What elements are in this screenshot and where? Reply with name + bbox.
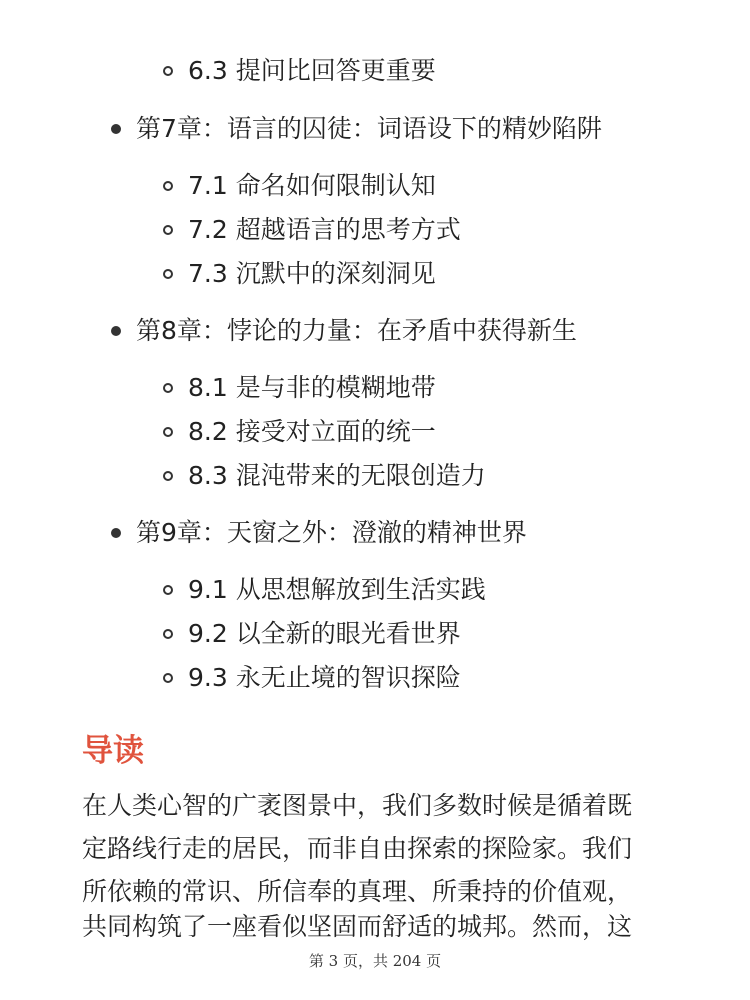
toc-subsection[interactable]: 8.1 是与非的模糊地带 xyxy=(188,373,436,402)
toc-chapter[interactable]: 第8章：悖论的力量：在矛盾中获得新生 xyxy=(136,316,577,345)
section-heading: 导读 xyxy=(82,733,144,769)
paragraph-line: 共同构筑了一座看似坚固而舒适的城邦。然而，这 xyxy=(82,912,633,941)
toc-subsection[interactable]: 7.2 超越语言的思考方式 xyxy=(188,215,461,244)
toc-subsection[interactable]: 8.2 接受对立面的统一 xyxy=(188,417,436,446)
toc-subsection[interactable]: 9.3 永无止境的智识探险 xyxy=(188,663,461,692)
paragraph-line: 所依赖的常识、所信奉的真理、所秉持的价值观， xyxy=(82,877,633,906)
hollow-bullet-icon xyxy=(163,181,173,191)
toc-subsection[interactable]: 7.1 命名如何限制认知 xyxy=(188,171,436,200)
hollow-bullet-icon xyxy=(163,225,173,235)
toc-chapter[interactable]: 第7章：语言的囚徒：词语设下的精妙陷阱 xyxy=(136,114,602,143)
paragraph-line: 定路线行走的居民，而非自由探索的探险家。我们 xyxy=(82,834,633,863)
hollow-bullet-icon xyxy=(163,269,173,279)
hollow-bullet-icon xyxy=(163,585,173,595)
toc-subsection[interactable]: 7.3 沉默中的深刻洞见 xyxy=(188,259,436,288)
hollow-bullet-icon xyxy=(163,427,173,437)
hollow-bullet-icon xyxy=(163,66,173,76)
hollow-bullet-icon xyxy=(163,471,173,481)
toc-subsection[interactable]: 9.2 以全新的眼光看世界 xyxy=(188,619,461,648)
toc-subsection[interactable]: 9.1 从思想解放到生活实践 xyxy=(188,575,486,604)
toc-subsection[interactable]: 6.3 提问比回答更重要 xyxy=(188,56,436,85)
paragraph-line: 在人类心智的广袤图景中，我们多数时候是循着既 xyxy=(82,791,633,820)
toc-subsection[interactable]: 8.3 混沌带来的无限创造力 xyxy=(188,461,486,490)
page-number-footer: 第 3 页，共 204 页 xyxy=(308,952,442,970)
filled-bullet-icon xyxy=(111,124,121,134)
filled-bullet-icon xyxy=(111,326,121,336)
hollow-bullet-icon xyxy=(163,383,173,393)
toc-chapter[interactable]: 第9章：天窗之外：澄澈的精神世界 xyxy=(136,518,527,547)
hollow-bullet-icon xyxy=(163,629,173,639)
filled-bullet-icon xyxy=(111,528,121,538)
hollow-bullet-icon xyxy=(163,673,173,683)
